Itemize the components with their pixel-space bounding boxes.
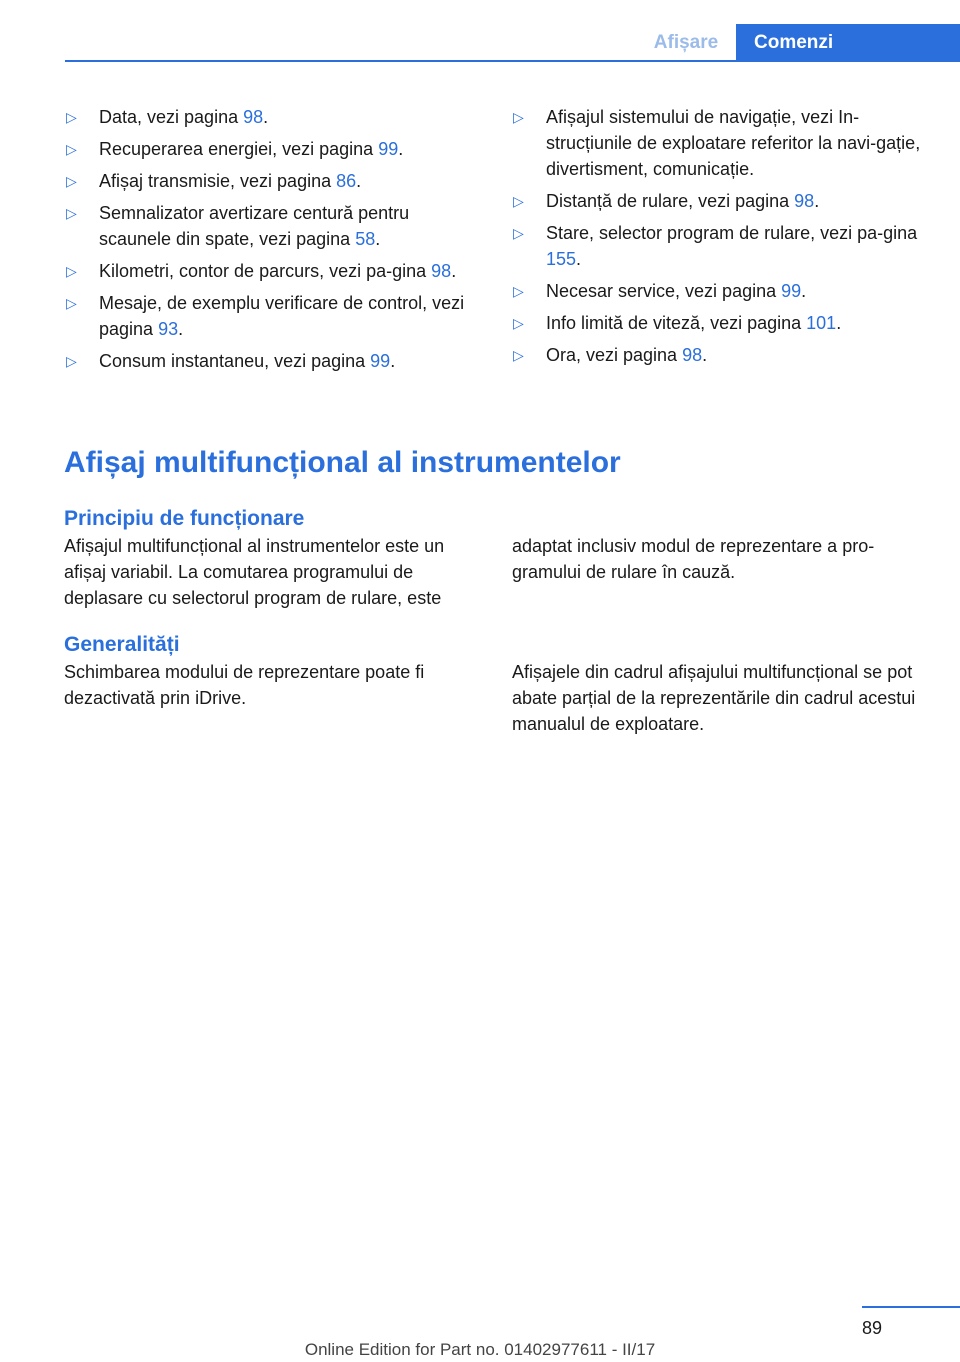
triangle-bullet-icon: ▷: [66, 295, 77, 311]
triangle-bullet-icon: ▷: [66, 141, 77, 157]
list-item: ▷ Necesar service, vezi pagina 99.: [513, 278, 933, 304]
list-item: ▷ Ora, vezi pagina 98.: [513, 342, 933, 368]
triangle-bullet-icon: ▷: [66, 173, 77, 189]
triangle-bullet-icon: ▷: [66, 205, 77, 221]
page-link[interactable]: 98: [431, 261, 452, 281]
page-link[interactable]: 99: [370, 351, 391, 371]
list-item: ▷ Afișajul sistemului de navigație, vezi In‐strucțiunile de exploatare referitor la navi‐gație, divertisment, comunicație.: [513, 104, 933, 182]
triangle-bullet-icon: ▷: [66, 353, 77, 369]
page-link[interactable]: 99: [781, 281, 802, 301]
page-link[interactable]: 58: [355, 229, 376, 249]
page-link[interactable]: 93: [158, 319, 179, 339]
edition-footer: Online Edition for Part no. 01402977611 - II/17: [304, 1340, 656, 1359]
list-item: ▷ Info limită de viteză, vezi pagina 101.: [513, 310, 933, 336]
list-item: ▷ Data, vezi pagina 98.: [66, 104, 486, 130]
footer-rule: [862, 1306, 960, 1308]
page-link[interactable]: 101: [806, 313, 837, 333]
list-item: ▷ Kilometri, contor de parcurs, vezi pa‐gina 98.: [66, 258, 486, 284]
triangle-bullet-icon: ▷: [513, 347, 524, 363]
section-tab-afisare[interactable]: Afișare: [653, 32, 719, 53]
paragraph-principiu-right: adaptat inclusiv modul de reprezentare a pro‐gramului de rulare în cauză.: [512, 536, 875, 582]
section-title: Afișaj multifuncțional al instrumentelor: [64, 446, 621, 479]
triangle-bullet-icon: ▷: [513, 225, 524, 241]
right-bullet-list: [513, 104, 933, 374]
section-tab-comenzi[interactable]: Comenzi: [736, 24, 960, 62]
list-item: ▷ Stare, selector program de rulare, vezi pa‐gina 155.: [513, 220, 933, 272]
triangle-bullet-icon: ▷: [66, 109, 77, 125]
list-item: ▷ Mesaje, de exemplu verificare de control, vezi pagina 93.: [66, 290, 486, 342]
page-link[interactable]: 98: [243, 107, 264, 127]
list-item: ▷ Afișaj transmisie, vezi pagina 86.: [66, 168, 486, 194]
triangle-bullet-icon: ▷: [513, 315, 524, 331]
subsection-title-principiu: Principiu de funcționare: [64, 507, 305, 530]
page-link[interactable]: 86: [336, 171, 357, 191]
list-item: ▷ Recuperarea energiei, vezi pagina 99.: [66, 136, 486, 162]
triangle-bullet-icon: ▷: [513, 109, 524, 125]
paragraph-generalitati-left: Schimbarea modului de reprezentare poate fi dezactivată prin iDrive.: [64, 662, 425, 708]
page-link[interactable]: 98: [794, 191, 815, 211]
triangle-bullet-icon: ▷: [66, 263, 77, 279]
triangle-bullet-icon: ▷: [513, 283, 524, 299]
subsection-title-generalitati: Generalități: [64, 633, 180, 656]
page-link[interactable]: 98: [682, 345, 703, 365]
left-bullet-list: [66, 104, 486, 380]
triangle-bullet-icon: ▷: [513, 193, 524, 209]
paragraph-generalitati-right: Afișajele din cadrul afișajului multifuncțional se pot abate parțial de la reprezentările din cadrul acestui manualul de exploatare.: [512, 662, 916, 734]
list-item: ▷ Consum instantaneu, vezi pagina 99.: [66, 348, 486, 374]
page-link[interactable]: 155: [546, 249, 577, 269]
list-item: ▷ Semnalizator avertizare centură pentru scaunele din spate, vezi pagina 58.: [66, 200, 486, 252]
page-number: 89: [862, 1318, 883, 1338]
page-link[interactable]: 99: [378, 139, 399, 159]
paragraph-principiu-left: Afișajul multifuncțional al instrumentelor este un afișaj variabil. La comutarea programului de deplasare cu selectorul program de rulare, este: [64, 536, 445, 608]
list-item: ▷ Distanță de rulare, vezi pagina 98.: [513, 188, 933, 214]
